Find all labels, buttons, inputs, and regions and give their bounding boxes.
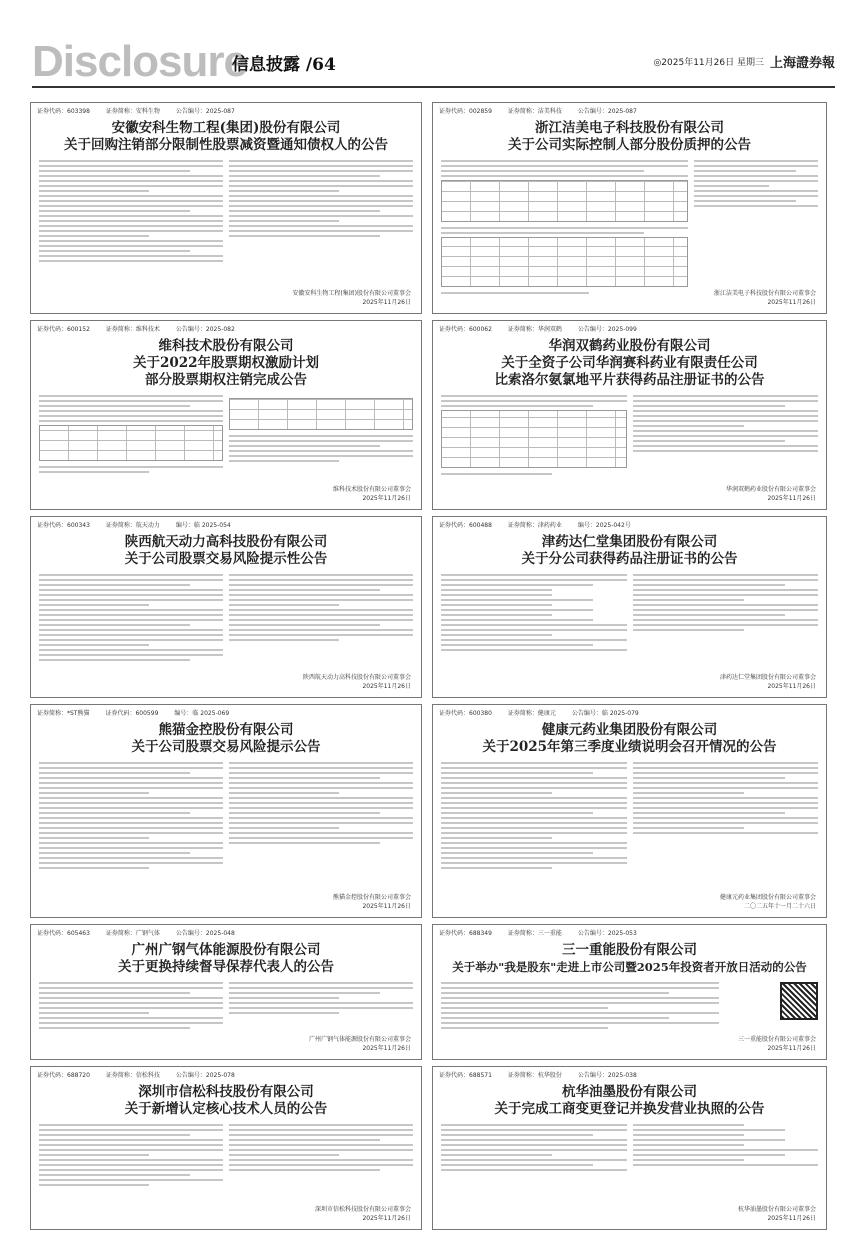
notice-signature: 广州广钢气体能源股份有限公司董事会 2025年11月26日 xyxy=(308,1036,411,1052)
stock-code: 证券代码：600488 xyxy=(439,522,492,529)
notice-number: 公告编号：2025-038 xyxy=(577,1072,637,1079)
notice-title: 关于2022年股票期权激励计划 xyxy=(132,355,320,371)
stock-code: 证券代码：600380 xyxy=(439,710,492,717)
notice-signature: 杭华油墨股份有限公司董事会 2025年11月26日 xyxy=(737,1206,816,1222)
notice-number: 编号：临 2025-054 xyxy=(175,522,231,529)
notice-jiankangyuan xyxy=(432,704,827,918)
notice-signature: 熊猫金控股份有限公司董事会 2025年11月26日 xyxy=(332,894,411,910)
company-name: 浙江洁美电子科技股份有限公司 xyxy=(535,120,724,136)
stock-code: 证券代码：600343 xyxy=(37,522,90,529)
stock-short: 证券简称：信松科技 xyxy=(105,1072,160,1079)
notice-title: 关于完成工商变更登记并换发营业执照的公告 xyxy=(494,1101,765,1117)
stock-short: 证券简称：*ST熊猫 xyxy=(37,710,90,717)
data-table xyxy=(229,398,413,430)
notice-title-line2: 部分股票期权注销完成公告 xyxy=(145,372,307,388)
company-name: 维科技术股份有限公司 xyxy=(158,338,294,354)
notice-body xyxy=(433,1118,826,1174)
stock-short: 证券简称：洁美科技 xyxy=(507,108,562,115)
company-name: 安徽安科生物工程(集团)股份有限公司 xyxy=(111,120,341,136)
notice-number: 公告编号：2025-087 xyxy=(577,108,637,115)
stock-code: 证券代码：603398 xyxy=(37,108,90,115)
notice-body xyxy=(31,154,421,265)
notice-xinsong-tech xyxy=(30,1066,422,1230)
notice-number: 公告编号：2025-099 xyxy=(577,326,637,333)
stock-code: 证券代码：600599 xyxy=(105,710,159,717)
stock-short: 证券简称：安科生物 xyxy=(105,108,160,115)
notice-number: 公告编号：2025-078 xyxy=(175,1072,235,1079)
notice-body xyxy=(31,756,421,872)
notice-signature: 浙江洁美电子科技股份有限公司董事会 2025年11月26日 xyxy=(713,290,816,306)
notice-body xyxy=(31,389,421,476)
stock-short: 证券简称：广钢气体 xyxy=(105,930,160,937)
notice-title: 关于新增认定核心技术人员的公告 xyxy=(124,1101,328,1117)
notice-title: 关于公司股票交易风险提示性公告 xyxy=(124,551,328,567)
notice-huarun-shuanghe xyxy=(432,320,827,510)
notice-signature: 三一重能股份有限公司董事会 2025年11月26日 xyxy=(737,1036,816,1052)
notice-title: 关于更换持续督导保荐代表人的公告 xyxy=(118,959,334,975)
issue-meta xyxy=(653,52,835,71)
stock-code: 证券代码：600062 xyxy=(439,326,492,333)
notice-body xyxy=(433,756,826,872)
notice-shaanxi-hangtian xyxy=(30,516,422,698)
notice-signature: 健康元药业集团股份有限公司董事会 二〇二五年十一月二十六日 xyxy=(719,894,816,910)
notice-anke-bio xyxy=(30,102,422,314)
company-name: 华润双鹤药业股份有限公司 xyxy=(548,338,711,354)
stock-code: 证券代码：688720 xyxy=(37,1072,90,1079)
stock-code: 证券代码：600152 xyxy=(37,326,90,333)
notice-signature: 华润双鹤药业股份有限公司董事会 2025年11月26日 xyxy=(725,486,816,502)
notice-hanghua-ink xyxy=(432,1066,827,1230)
company-name: 熊猫金控股份有限公司 xyxy=(158,722,294,738)
masthead xyxy=(0,0,857,98)
notice-number: 编号：2025-042号 xyxy=(577,522,631,529)
company-name: 三一重能股份有限公司 xyxy=(562,942,697,958)
notice-guanggang-gas xyxy=(30,924,422,1060)
issue-date: ◎2025年11月26日 星期三 xyxy=(653,58,764,68)
notice-title: 关于2025年第三季度业绩说明会召开情况的公告 xyxy=(482,739,777,755)
data-table xyxy=(441,410,627,468)
company-name: 深圳市信松科技股份有限公司 xyxy=(138,1084,314,1100)
notice-number: 公告编号：2025-048 xyxy=(175,930,235,937)
notice-body xyxy=(31,976,421,1032)
stock-short: 证券简称：杭华股份 xyxy=(507,1072,562,1079)
notice-signature: 陕西航天动力高科技股份有限公司董事会 2025年11月26日 xyxy=(302,674,411,690)
notice-number: 公告编号：2025-053 xyxy=(577,930,637,937)
data-table xyxy=(441,180,688,222)
notice-number: 编号：临 2025-069 xyxy=(174,710,230,717)
notice-title: 关于回购注销部分限制性股票减资暨通知债权人的公告 xyxy=(64,137,388,153)
qr-code-icon xyxy=(780,982,818,1020)
notice-number: 公告编号：2025-087 xyxy=(175,108,235,115)
stock-code: 证券代码：688571 xyxy=(439,1072,492,1079)
company-name: 杭华油墨股份有限公司 xyxy=(562,1084,697,1100)
stock-code: 证券代码：002859 xyxy=(439,108,492,115)
notice-title: 关于公司实际控制人部分股份质押的公告 xyxy=(508,137,751,153)
stock-short: 证券简称：华润双鹤 xyxy=(507,326,562,333)
notice-title-line2: 比索洛尔氨氯地平片获得药品注册证书的公告 xyxy=(494,372,765,388)
notice-title: 关于全资子公司华润赛科药业有限责任公司 xyxy=(501,355,758,371)
notice-title: 关于举办"我是股东"走进上市公司暨2025年投资者开放日活动的公告 xyxy=(452,960,807,974)
stock-short: 证券简称：健康元 xyxy=(507,710,556,717)
notice-body xyxy=(31,568,421,664)
stock-short: 证券简称：航天动力 xyxy=(105,522,160,529)
notice-title: 关于分公司获得药品注册证书的公告 xyxy=(521,551,738,567)
stock-short: 证券简称：维科技术 xyxy=(105,326,160,333)
company-name: 津药达仁堂集团股份有限公司 xyxy=(541,534,718,550)
notice-panda-financial xyxy=(30,704,422,918)
notice-body xyxy=(31,1118,421,1189)
company-name: 广州广钢气体能源股份有限公司 xyxy=(131,942,321,958)
notice-jinyao-darentang xyxy=(432,516,827,698)
notice-signature: 津药达仁堂集团股份有限公司董事会 2025年11月26日 xyxy=(719,674,816,690)
notice-weike-tech xyxy=(30,320,422,510)
brand-logo: Disclosure xyxy=(32,37,247,86)
data-table xyxy=(39,425,223,461)
notice-signature: 维科技术股份有限公司董事会 2025年11月26日 xyxy=(332,486,411,502)
notice-signature: 深圳市信松科技股份有限公司董事会 2025年11月26日 xyxy=(314,1206,411,1222)
notice-sany-renewable xyxy=(432,924,827,1060)
company-name: 陕西航天动力高科技股份有限公司 xyxy=(124,534,328,550)
company-name: 健康元药业集团股份有限公司 xyxy=(541,722,718,738)
notice-number: 公告编号：临 2025-079 xyxy=(571,710,639,717)
header-rule xyxy=(32,86,835,88)
notice-title: 关于公司股票交易风险提示公告 xyxy=(131,739,321,755)
notice-body xyxy=(433,154,826,297)
data-table xyxy=(441,237,688,287)
notice-number: 公告编号：2025-082 xyxy=(175,326,235,333)
notice-body xyxy=(433,389,826,478)
section-title: 信息披露 /64 xyxy=(232,55,336,75)
notice-signature: 安徽安科生物工程(集团)股份有限公司董事会 2025年11月26日 xyxy=(292,290,411,306)
stock-short: 证券简称：三一重能 xyxy=(507,930,562,937)
newspaper-name: 上海證券報 xyxy=(769,56,835,71)
stock-short: 证券简称：津药药业 xyxy=(507,522,562,529)
stock-code: 证券代码：605463 xyxy=(37,930,90,937)
notice-jiemei-tech xyxy=(432,102,827,314)
notice-body xyxy=(433,976,826,1032)
notice-body xyxy=(433,568,826,654)
stock-code: 证券代码：688349 xyxy=(439,930,492,937)
